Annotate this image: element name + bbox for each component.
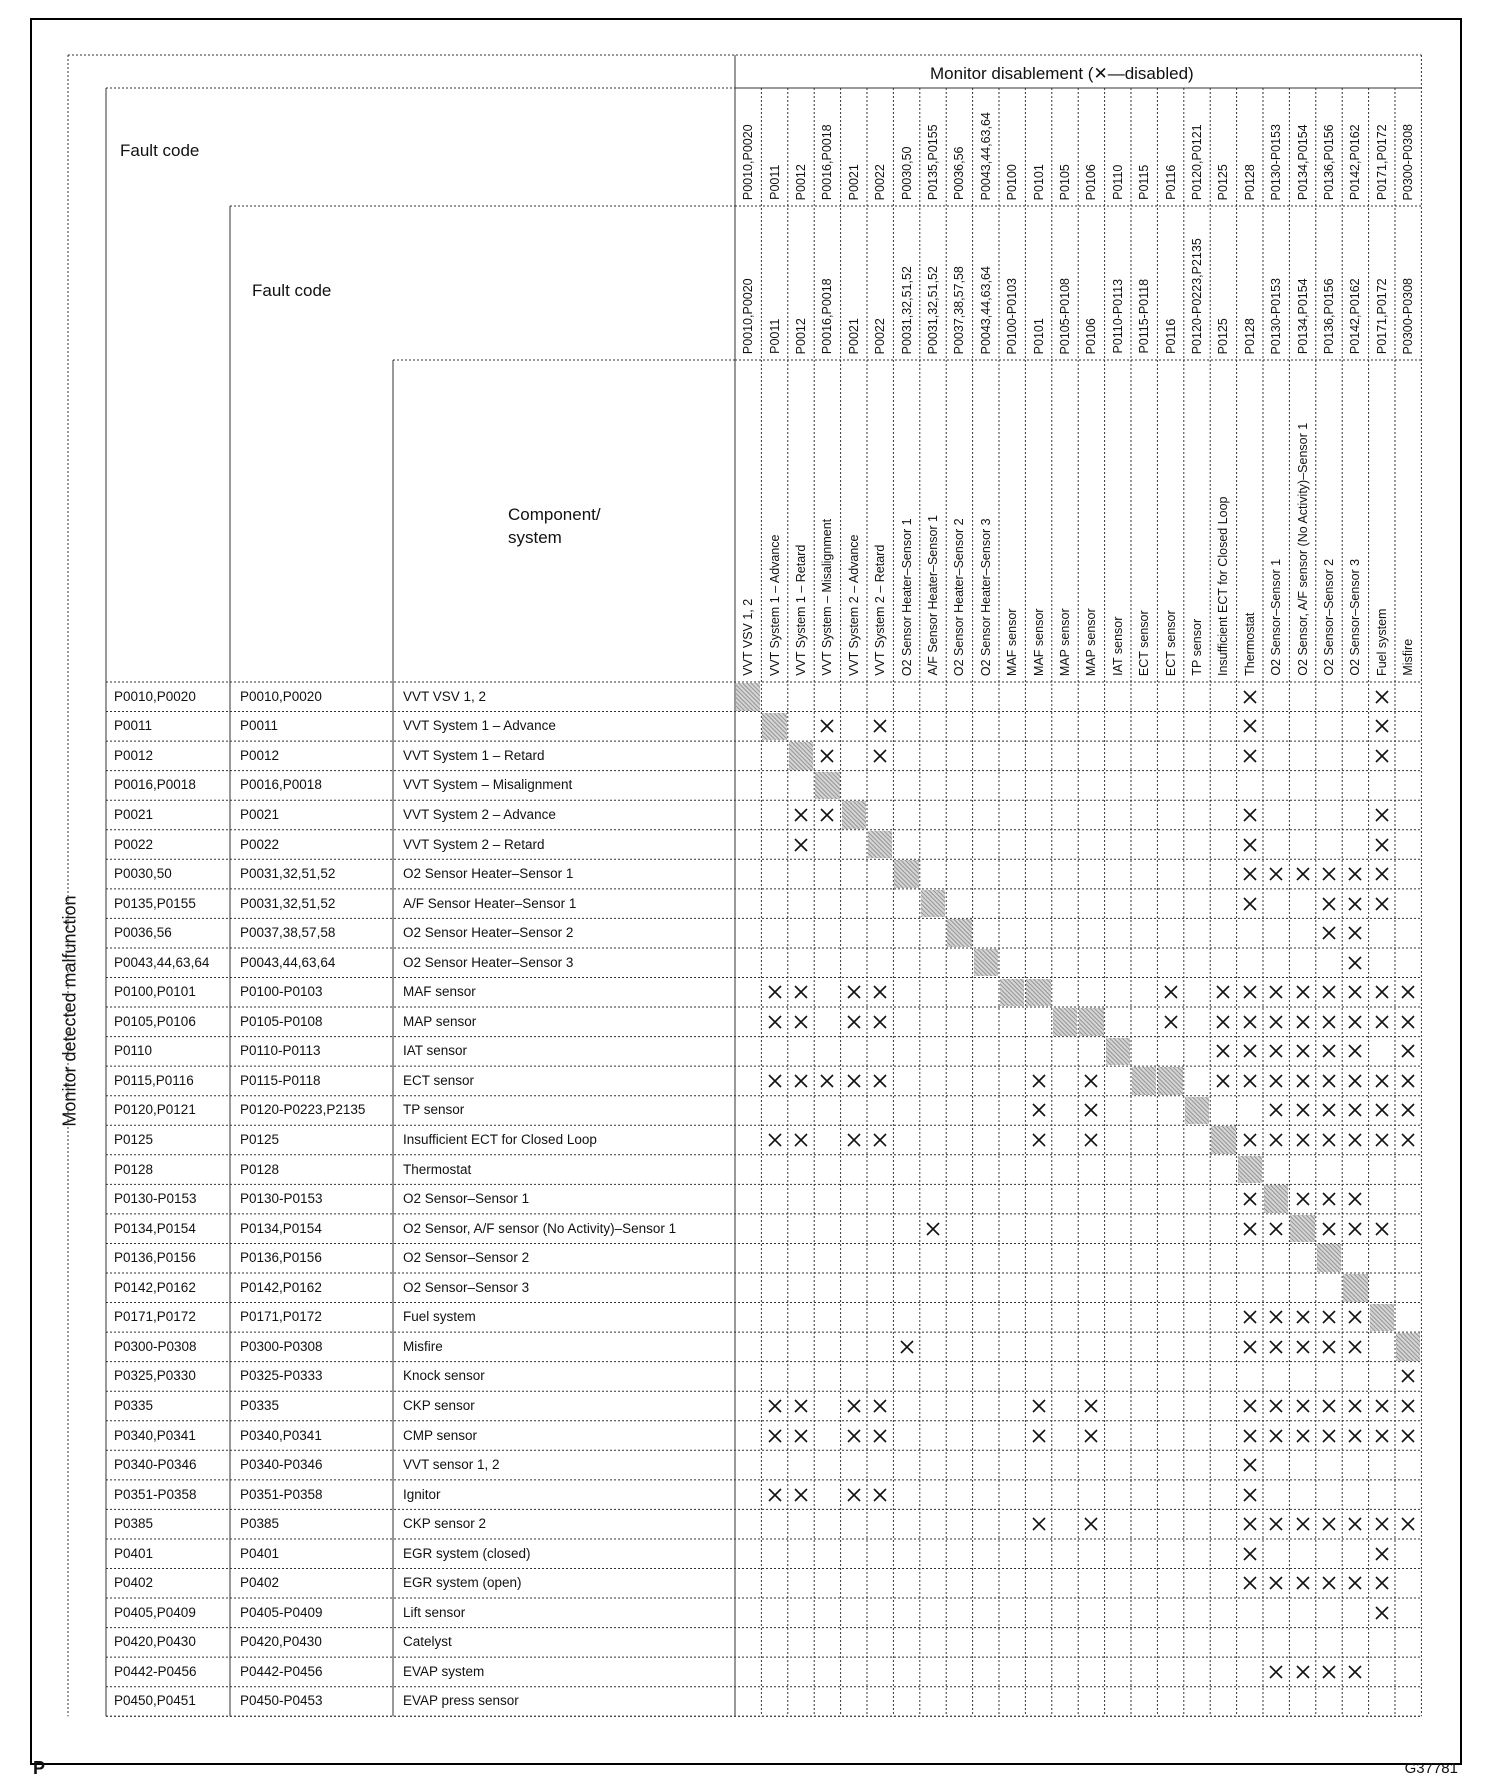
column-header-code2: P0010,P0020: [740, 277, 755, 354]
column-header-code2: P0130-P0153: [1268, 277, 1283, 354]
column-header-code1: P0043,44,63,64: [978, 111, 993, 200]
column-header-code1: P0105: [1057, 163, 1072, 200]
figure-id: G37781: [1404, 1760, 1458, 1777]
column-header-component: O2 Sensor Heater–Sensor 2: [952, 517, 967, 676]
column-header-code1: P0130-P0153: [1268, 123, 1283, 200]
column-header-code1: P0171,P0172: [1374, 123, 1389, 200]
column-header-code2: P0101: [1031, 317, 1046, 354]
row-code1: P0120,P0121: [114, 1102, 196, 1118]
column-header-code2: P0043,44,63,64: [978, 265, 993, 354]
row-component: IAT sensor: [403, 1043, 468, 1059]
row-code2: P0340,P0341: [240, 1427, 322, 1443]
row-code1: P0135,P0155: [114, 895, 196, 911]
row-code1: P0016,P0018: [114, 777, 196, 793]
row-code2: P0385: [240, 1516, 280, 1532]
column-header-component: ECT sensor: [1136, 609, 1151, 676]
row-code2: P0402: [240, 1575, 280, 1591]
column-header-code2: P0105-P0108: [1057, 277, 1072, 354]
row-code1: P0011: [114, 718, 153, 734]
row-component: VVT sensor 1, 2: [403, 1457, 500, 1473]
column-header-code2: P0125: [1216, 317, 1231, 354]
column-header-code1: P0012: [793, 163, 808, 200]
column-header-component: IAT sensor: [1110, 616, 1125, 676]
column-header-code2: P0110-P0113: [1110, 278, 1125, 354]
row-code1: P0401: [114, 1545, 154, 1561]
row-component: VVT System – Misalignment: [403, 777, 573, 793]
column-header-component: ECT sensor: [1163, 609, 1178, 676]
column-header-component: MAP sensor: [1084, 607, 1099, 676]
row-code2: P0171,P0172: [240, 1309, 322, 1325]
column-header-code1: P0116: [1163, 164, 1178, 200]
row-component: O2 Sensor Heater–Sensor 2: [403, 925, 574, 941]
column-header-code1: P0100: [1004, 163, 1019, 200]
column-header-component: O2 Sensor–Sensor 2: [1321, 558, 1336, 676]
row-component: O2 Sensor, A/F sensor (No Activity)–Sensor 1: [403, 1220, 677, 1236]
row-code1: P0402: [114, 1575, 154, 1591]
row-code2: P0442-P0456: [240, 1663, 323, 1679]
column-header-component: VVT System 1 – Retard: [793, 544, 808, 676]
row-code2: P0110-P0113: [240, 1043, 321, 1059]
row-code2: P0037,38,57,58: [240, 925, 336, 941]
column-header-code2: P0016,P0018: [820, 277, 835, 354]
row-code2: P0011: [240, 718, 279, 734]
column-header-code2: P0031,32,51,52: [925, 265, 940, 354]
column-header-code1: P0010,P0020: [740, 123, 755, 200]
row-component: EVAP press sensor: [403, 1693, 519, 1709]
column-header-component: O2 Sensor–Sensor 3: [1348, 558, 1363, 676]
row-code2: P0340-P0346: [240, 1457, 323, 1473]
row-component: TP sensor: [403, 1102, 465, 1118]
fault-code-header-1: Fault code: [120, 141, 200, 160]
row-code1: P0450,P0451: [114, 1693, 196, 1709]
row-component: Knock sensor: [403, 1368, 485, 1384]
column-header-code1: P0115: [1136, 164, 1151, 200]
column-header-code1: P0011: [767, 164, 782, 200]
row-code1: P0100,P0101: [114, 984, 196, 1000]
row-component: MAP sensor: [403, 1013, 477, 1029]
column-header-component: Insufficient ECT for Closed Loop: [1216, 496, 1231, 676]
column-header-component: Thermostat: [1242, 612, 1257, 676]
row-code1: P0300-P0308: [114, 1338, 197, 1354]
column-header-component: O2 Sensor Heater–Sensor 1: [899, 517, 914, 676]
row-component: Insufficient ECT for Closed Loop: [403, 1132, 597, 1148]
row-component: VVT System 2 – Advance: [403, 806, 556, 822]
column-header-code1: P0120,P0121: [1189, 123, 1204, 200]
row-code1: P0385: [114, 1516, 154, 1532]
column-header-component: VVT System – Misalignment: [820, 518, 835, 676]
column-header-component: VVT System 2 – Advance: [846, 533, 861, 676]
column-header-component: O2 Sensor Heater–Sensor 3: [978, 517, 993, 676]
component-header: Component/ system: [508, 505, 601, 547]
row-code2: P0043,44,63,64: [240, 954, 336, 970]
column-header-component: MAP sensor: [1057, 607, 1072, 676]
row-component: ECT sensor: [403, 1072, 475, 1088]
row-code2: P0142,P0162: [240, 1279, 322, 1295]
column-header-component: TP sensor: [1189, 618, 1204, 676]
column-header-code1: P0300-P0308: [1400, 123, 1415, 200]
column-header-component: A/F Sensor Heater–Sensor 1: [925, 515, 940, 676]
column-header-code2: P0115-P0118: [1136, 278, 1151, 354]
column-header-code2: P0012: [793, 317, 808, 354]
row-code1: P0134,P0154: [114, 1220, 196, 1236]
row-component: O2 Sensor–Sensor 3: [403, 1279, 530, 1295]
column-header-code2: P0100-P0103: [1004, 277, 1019, 354]
row-code2: P0010,P0020: [240, 688, 322, 704]
column-header-code1: P0110: [1110, 164, 1125, 200]
row-code2: P0325-P0333: [240, 1368, 323, 1384]
table-title: Monitor disablement (✕—disabled): [930, 64, 1194, 83]
row-code2: P0401: [240, 1545, 280, 1561]
row-code2: P0335: [240, 1397, 280, 1413]
row-code1: P0351-P0358: [114, 1486, 197, 1502]
column-header-component: O2 Sensor–Sensor 1: [1268, 558, 1283, 676]
row-component: MAF sensor: [403, 984, 476, 1000]
fault-code-header-2: Fault code: [252, 281, 332, 300]
row-code1: P0420,P0430: [114, 1634, 196, 1650]
row-code2: P0300-P0308: [240, 1338, 323, 1354]
row-code2: P0420,P0430: [240, 1634, 322, 1650]
row-component: EVAP system: [403, 1663, 485, 1679]
row-component: EGR system (open): [403, 1575, 522, 1591]
row-code1: P0442-P0456: [114, 1663, 197, 1679]
row-component: O2 Sensor–Sensor 2: [403, 1250, 530, 1266]
column-header-code2: P0300-P0308: [1400, 277, 1415, 354]
row-code1: P0128: [114, 1161, 154, 1177]
row-code1: P0335: [114, 1397, 154, 1413]
column-header-code1: P0022: [872, 163, 887, 200]
row-code2: P0016,P0018: [240, 777, 322, 793]
column-header-code2: P0011: [767, 318, 782, 354]
column-header-code2: P0128: [1242, 317, 1257, 354]
row-code1: P0022: [114, 836, 154, 852]
column-header-component: MAF sensor: [1031, 608, 1046, 676]
column-header-code2: P0171,P0172: [1374, 277, 1389, 354]
row-code1: P0043,44,63,64: [114, 954, 210, 970]
row-code1: P0405,P0409: [114, 1604, 196, 1620]
column-header-code2: P0022: [872, 317, 887, 354]
column-header-code1: P0030,50: [899, 145, 914, 200]
column-header-code2: P0106: [1084, 317, 1099, 354]
row-component: CMP sensor: [403, 1427, 478, 1443]
column-header-component: VVT System 2 – Retard: [872, 544, 887, 676]
row-code2: P0022: [240, 836, 280, 852]
row-component: EGR system (closed): [403, 1545, 531, 1561]
row-component: VVT System 1 – Advance: [403, 718, 556, 734]
row-code1: P0021: [114, 806, 154, 822]
column-header-code2: P0134,P0154: [1295, 277, 1310, 354]
row-code2: P0405-P0409: [240, 1604, 323, 1620]
column-header-code2: P0037,38,57,58: [952, 265, 967, 354]
row-code1: P0010,P0020: [114, 688, 196, 704]
column-header-code2: P0136,P0156: [1321, 277, 1336, 354]
column-header-code1: P0134,P0154: [1295, 123, 1310, 200]
row-code1: P0340-P0346: [114, 1457, 197, 1473]
column-header-component: VVT System 1 – Advance: [767, 533, 782, 676]
row-code2: P0130-P0153: [240, 1191, 323, 1207]
column-header-component: Fuel system: [1374, 608, 1389, 676]
column-header-code2: P0116: [1163, 318, 1178, 354]
row-component: O2 Sensor–Sensor 1: [403, 1191, 530, 1207]
column-header-code1: P0016,P0018: [820, 123, 835, 200]
row-code1: P0171,P0172: [114, 1309, 196, 1325]
row-component: VVT System 2 – Retard: [403, 836, 545, 852]
row-code2: P0351-P0358: [240, 1486, 323, 1502]
row-component: Ignitor: [403, 1486, 441, 1502]
column-header-code1: P0036,56: [952, 145, 967, 200]
row-component: O2 Sensor Heater–Sensor 1: [403, 866, 574, 882]
row-component: CKP sensor: [403, 1397, 475, 1413]
column-header-component: MAF sensor: [1004, 608, 1019, 676]
corner-mark: P: [33, 1758, 46, 1778]
row-component: VVT VSV 1, 2: [403, 688, 487, 704]
row-code2: P0450-P0453: [240, 1693, 323, 1709]
row-code2: P0125: [240, 1132, 280, 1148]
row-component: Thermostat: [403, 1161, 472, 1177]
row-code1: P0036,56: [114, 925, 172, 941]
row-code1: P0325,P0330: [114, 1368, 196, 1384]
row-code2: P0100-P0103: [240, 984, 323, 1000]
row-component: Lift sensor: [403, 1604, 466, 1620]
row-component: A/F Sensor Heater–Sensor 1: [403, 895, 577, 911]
row-code2: P0115-P0118: [240, 1072, 321, 1088]
row-code2: P0012: [240, 747, 280, 763]
column-header-code1: P0125: [1216, 163, 1231, 200]
row-code1: P0012: [114, 747, 154, 763]
column-header-code1: P0106: [1084, 163, 1099, 200]
row-code2: P0031,32,51,52: [240, 895, 336, 911]
row-code2: P0134,P0154: [240, 1220, 322, 1236]
row-code1: P0115,P0116: [114, 1072, 194, 1088]
column-header-code1: P0101: [1031, 163, 1046, 200]
row-code1: P0340,P0341: [114, 1427, 196, 1443]
row-component: Catelyst: [403, 1634, 452, 1650]
column-header-code2: P0120-P0223,P2135: [1189, 237, 1204, 354]
column-header-code1: P0142,P0162: [1348, 123, 1363, 200]
row-code2: P0031,32,51,52: [240, 866, 336, 882]
column-header-code1: P0136,P0156: [1321, 123, 1336, 200]
column-header-component: VVT VSV 1, 2: [740, 598, 755, 676]
row-component: Fuel system: [403, 1309, 476, 1325]
row-code2: P0136,P0156: [240, 1250, 322, 1266]
row-code1: P0125: [114, 1132, 154, 1148]
row-code2: P0021: [240, 806, 280, 822]
side-label: Monitor detected malfunction: [59, 895, 80, 1127]
column-header-code2: P0021: [846, 317, 861, 354]
row-component: VVT System 1 – Retard: [403, 747, 545, 763]
column-header-code1: P0021: [846, 163, 861, 200]
column-header-code2: P0142,P0162: [1348, 277, 1363, 354]
row-component: Misfire: [403, 1338, 443, 1354]
row-code2: P0120-P0223,P2135: [240, 1102, 366, 1118]
row-code1: P0110: [114, 1043, 153, 1059]
row-component: O2 Sensor Heater–Sensor 3: [403, 954, 574, 970]
row-code1: P0136,P0156: [114, 1250, 196, 1266]
row-code1: P0030,50: [114, 866, 172, 882]
column-header-component: Misfire: [1400, 638, 1415, 676]
column-header-code1: P0135,P0155: [925, 123, 940, 200]
row-code1: P0130-P0153: [114, 1191, 197, 1207]
row-code2: P0105-P0108: [240, 1013, 323, 1029]
column-header-code2: P0031,32,51,52: [899, 265, 914, 354]
row-component: CKP sensor 2: [403, 1516, 487, 1532]
row-code1: P0142,P0162: [114, 1279, 196, 1295]
column-header-component: O2 Sensor, A/F sensor (No Activity)–Sensor 1: [1295, 422, 1310, 676]
column-header-code1: P0128: [1242, 163, 1257, 200]
row-code1: P0105,P0106: [114, 1013, 196, 1029]
row-code2: P0128: [240, 1161, 280, 1177]
